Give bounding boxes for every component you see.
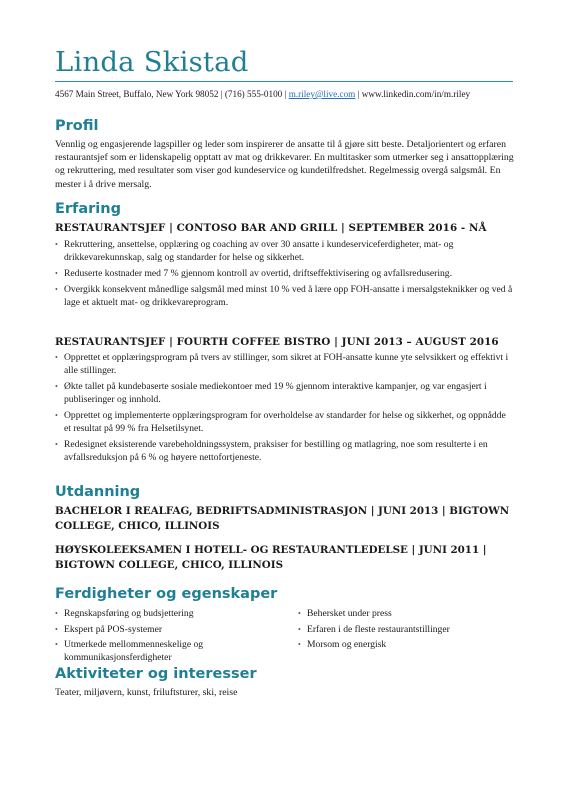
education-entry: BACHELOR I REALFAG, BEDRIFTSADMINISTRASJON | JUNI 2013 | BIGTOWN COLLEGE, CHICO, ILLINOIS [55,505,510,532]
activities-heading: Aktiviteter og interesser [55,666,257,682]
profile-text: Vennlig og engasjerende lagspiller og leder som inspirerer de ansatte til å gjøre sitt beste. Detaljorientert og erfaren restaurantsjef som er lidenskapelig opptatt av mat og drikkevarer. En multitasker som utmerker seg i ansattopplæring og rekruttering, med resultater som viser god kundeservice og kundetilfredshet. Regelmessig overgå salgsmål. En mester i å drive mersalg. [55,139,514,190]
job-bullet: • Overgikk konsekvent månedlige salgsmål med minst 10 % ved å lære opp FOH-ansatte i mersalgsteknikker og ved å lage et aktuelt mat- og drikkevareprogram. [55,283,515,309]
job-bullet: • Opprettet et opplæringsprogram på tvers av stillinger, som sikret at FOH-ansatte kunne yte selvsikkert og effektivt i alle stillinger. [55,351,515,377]
job-title: RESTAURANTSJEF | FOURTH COFFEE BISTRO | JUNI 2013 – AUGUST 2016 [55,336,499,348]
skill-item: • Utmerkede mellommenneskelige og kommunikasjonsferdigheter [55,638,280,664]
candidate-name: Linda Skistad [55,46,249,78]
website-text: | www.linkedin.com/in/m.riley [355,89,471,99]
job-bullet: • Reduserte kostnader med 7 % gjennom kontroll av overtid, driftseffektivisering og avfallsredusering. [55,267,515,280]
skill-item: • Ekspert på POS-systemer [55,623,280,636]
skill-item: • Morsom og energisk [298,638,513,651]
education-heading: Utdanning [55,484,141,500]
contact-line [55,89,470,99]
job-bullet: • Opprettet og implementerte opplæringsprogram for overholdelse av standarder for helse og sikkerhet, og oppnådde et resultat på 99 % fra Helsetilsynet. [55,409,515,435]
job-bullet-list [55,351,515,467]
job-bullet: • Økte tallet på kundebaserte sosiale mediekontoer med 19 % gjennom interaktive kampanjer, og var engasjert i publiseringer og innhold. [55,380,515,406]
skills-list-right [298,607,513,654]
skill-item: • Behersket under press [298,607,513,620]
email-link[interactable]: m.riley@live.com [288,89,356,99]
job-bullet: • Redesignet eksisterende varebeholdningssystem, praksiser for bestilling og matlagring, noe som resulterte i en avfallsreduksjon på 6 % og høyere nettofortjeneste. [55,438,515,464]
education-entry: HØYSKOLEEKSAMEN I HOTELL- OG RESTAURANTLEDELSE | JUNI 2011 | BIGTOWN COLLEGE, CHICO, ILLINOIS [55,544,487,571]
experience-heading: Erfaring [55,201,121,217]
job-bullet: • Rekruttering, ansettelse, opplæring og coaching av over 30 ansatte i kundeserviceferdigheter, mat- og drikkevarekunnskap, salg og standarder for helse og sikkerhet. [55,238,515,264]
contact-address-phone: 4567 Main Street, Buffalo, New York 98052 | (716) 555-0100 | [55,89,287,99]
activities-text: Teater, miljøvern, kunst, friluftsturer, ski, reise [55,687,238,698]
skills-list-left [55,607,280,667]
job-bullet-list [55,238,515,312]
job-title: RESTAURANTSJEF | CONTOSO BAR AND GRILL | SEPTEMBER 2016 - NÅ [55,222,487,234]
profile-heading: Profil [55,118,99,134]
skill-item: • Regnskapsføring og budsjettering [55,607,280,620]
header-divider [55,81,513,82]
skills-heading: Ferdigheter og egenskaper [55,586,278,602]
skill-item: • Erfaren i de fleste restaurantstillinger [298,623,513,636]
